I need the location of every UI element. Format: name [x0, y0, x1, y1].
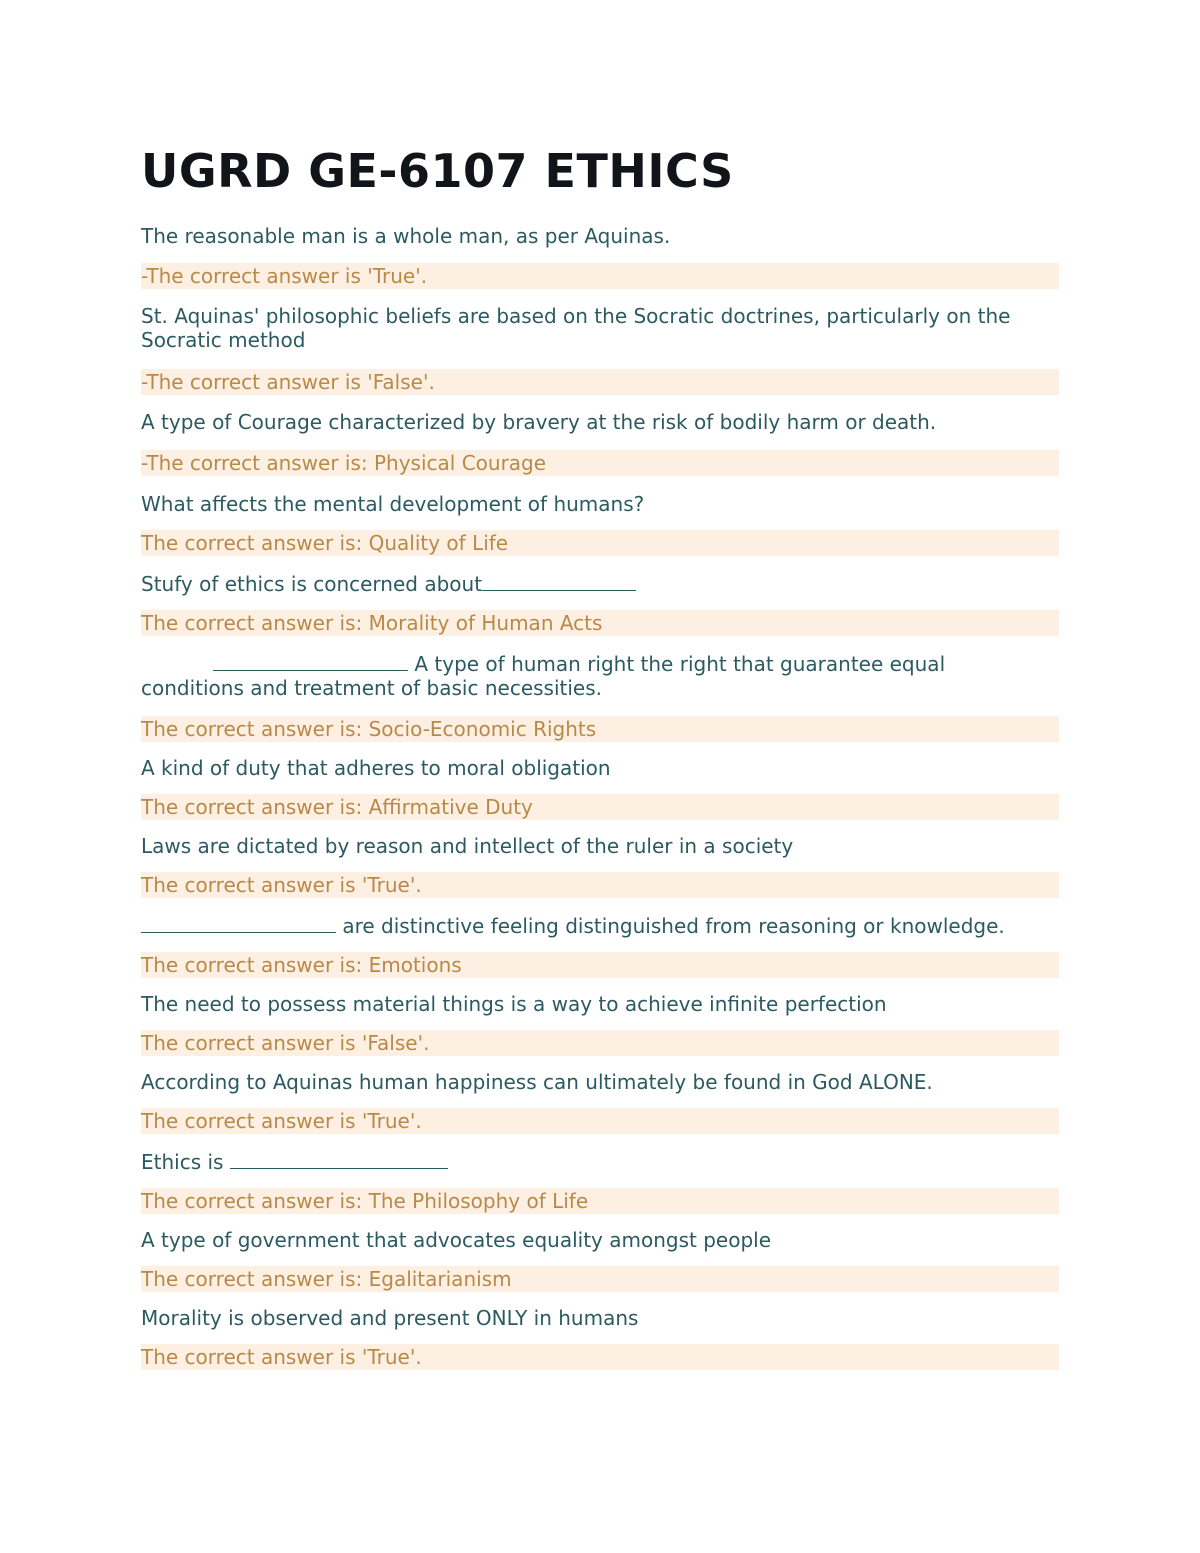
answer-blank	[141, 912, 336, 933]
question-5	[141, 570, 1059, 596]
answer-6: The correct answer is: Socio-Economic Rights	[141, 716, 1059, 742]
answer-8: The correct answer is 'True'.	[141, 872, 1059, 898]
answer-9: The correct answer is: Emotions	[141, 952, 1059, 978]
question-3: A type of Courage characterized by bravery at the risk of bodily harm or death.	[141, 410, 937, 434]
answer-3: -The correct answer is: Physical Courage	[141, 450, 1059, 476]
answer-blank	[230, 1148, 448, 1169]
question-12	[141, 1148, 1059, 1174]
answer-2: -The correct answer is 'False'.	[141, 369, 1059, 395]
question-11: According to Aquinas human happiness can ultimately be found in God ALONE.	[141, 1070, 933, 1094]
document-title: UGRD GE-6107 ETHICS	[141, 144, 734, 198]
qa-list	[141, 224, 1059, 1370]
question-5-text: Stufy of ethics is concerned about	[141, 572, 483, 596]
question-6-text: A type of human right the right that guarantee equal conditions and treatment of basic necessities.	[141, 652, 946, 700]
question-9-text: are distinctive feeling distinguished from reasoning or knowledge.	[336, 914, 1005, 938]
answer-14: The correct answer is 'True'.	[141, 1344, 1059, 1370]
answer-11: The correct answer is 'True'.	[141, 1108, 1059, 1134]
question-2: St. Aquinas' philosophic beliefs are based on the Socratic doctrines, particularly on the Socratic method	[141, 304, 1011, 352]
question-8: Laws are dictated by reason and intellect of the ruler in a society	[141, 834, 794, 858]
question-10: The need to possess material things is a way to achieve infinite perfection	[141, 992, 887, 1016]
answer-10: The correct answer is 'False'.	[141, 1030, 1059, 1056]
answer-7: The correct answer is: Affirmative Duty	[141, 794, 1059, 820]
answer-4: The correct answer is: Quality of Life	[141, 530, 1059, 556]
document-page	[141, 140, 1059, 1370]
question-4: What affects the mental development of humans?	[141, 492, 645, 516]
question-13: A type of government that advocates equality amongst people	[141, 1228, 771, 1252]
question-7: A kind of duty that adheres to moral obligation	[141, 756, 611, 780]
answer-blank	[213, 650, 408, 671]
question-9	[141, 912, 1059, 938]
question-1: The reasonable man is a whole man, as per Aquinas.	[141, 224, 671, 248]
question-6	[141, 650, 1041, 700]
answer-5: The correct answer is: Morality of Human Acts	[141, 610, 1059, 636]
answer-12: The correct answer is: The Philosophy of Life	[141, 1188, 1059, 1214]
answer-blank	[482, 570, 636, 591]
question-14: Morality is observed and present ONLY in humans	[141, 1306, 639, 1330]
answer-1: -The correct answer is 'True'.	[141, 263, 1059, 289]
answer-13: The correct answer is: Egalitarianism	[141, 1266, 1059, 1292]
question-12-text: Ethics is	[141, 1150, 230, 1174]
